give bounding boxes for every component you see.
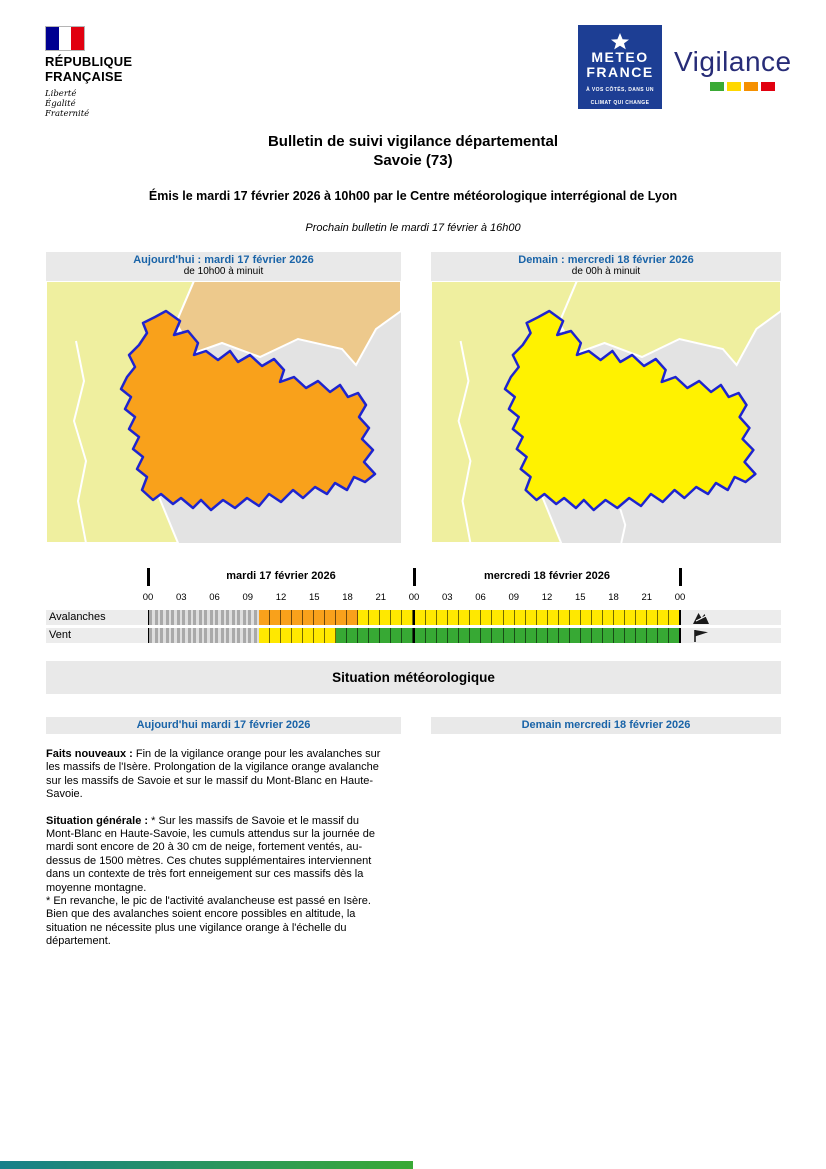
timeline-row-label: Avalanches — [49, 611, 106, 623]
motto-line: Liberté — [45, 89, 77, 99]
timeline-cell — [380, 610, 391, 625]
timeline-cell — [226, 610, 237, 625]
paragraph-label: Situation générale : — [46, 814, 149, 827]
hour-label: 03 — [175, 592, 187, 603]
hour-label: 15 — [308, 592, 320, 603]
timeline-row-label: Vent — [49, 629, 72, 641]
timeline-cell — [625, 628, 636, 643]
hour-label: 18 — [608, 592, 619, 603]
timeline-cell — [504, 610, 515, 625]
bulletin-title-line1: Bulletin de suivi vigilance départemental — [267, 133, 559, 150]
timeline-cell — [481, 610, 492, 625]
hour-label: 06 — [475, 592, 486, 603]
timeline-cell — [603, 610, 614, 625]
timeline-cell — [248, 610, 259, 625]
timeline-cell — [347, 628, 358, 643]
timeline-cell — [492, 610, 503, 625]
day-divider — [679, 568, 682, 586]
timeline-cell — [303, 610, 314, 625]
timeline-cell — [347, 610, 358, 625]
meteo-name-line2: FRANCE — [586, 64, 654, 80]
timeline-cell — [647, 628, 658, 643]
timeline-cell — [658, 610, 669, 625]
paragraph-text: * En revanche, le pic de l'activité avalancheuse est passé en Isère. Bien que des avalanches soient encore possibles en altitude, la situation ne nécessite plus une vigilance orange à l'échelle du département. — [46, 895, 371, 948]
timeline-cell — [570, 610, 581, 625]
wind-icon — [692, 628, 710, 648]
timeline-cell — [215, 610, 226, 625]
timeline-cell — [548, 628, 559, 643]
hour-label: 18 — [342, 592, 353, 603]
map-panel-today — [46, 252, 401, 543]
timeline-cell — [504, 628, 515, 643]
republique-line2: FRANÇAISE — [45, 68, 123, 84]
timeline-cell — [537, 628, 548, 643]
timeline-cell — [270, 610, 281, 625]
situation-today-header: Aujourd'hui mardi 17 février 2026 — [46, 717, 401, 734]
timeline-cell — [248, 628, 259, 643]
avalanche-icon — [692, 610, 710, 630]
timeline-cell — [369, 628, 380, 643]
map-panel-tomorrow-header — [431, 252, 781, 281]
situation-section-title: Situation météorologique — [46, 661, 781, 694]
hour-label: 06 — [209, 592, 220, 603]
map-panel-tomorrow-subtitle: de 00h à minuit — [571, 266, 641, 277]
timeline-cell — [237, 610, 248, 625]
paragraph-text: * Sur les massifs de Savoie et le massif du Mont-Blanc en Haute-Savoie, les cumuls attendus sur la journée de mardi sont encore de 20 à 30 cm de neige, fortement ventés, au-dessus de 1500 mètres. Ces chutes supplémentaires interviennent dans un contexte de très fort enneigement sur ces massifs dès la moyenne montagne. — [46, 814, 375, 894]
timeline-day-row — [148, 568, 680, 586]
vigilance-scale — [710, 82, 792, 91]
vigilance-scale-square — [761, 82, 775, 91]
timeline-cell — [369, 610, 380, 625]
timeline-cell — [204, 628, 215, 643]
timeline-cell — [402, 628, 413, 643]
timeline-cell — [358, 610, 369, 625]
timeline-cell — [537, 610, 548, 625]
timeline-cell — [182, 628, 193, 643]
timeline-day1-label: mardi 17 février 2026 — [226, 570, 336, 582]
timeline-cell — [160, 610, 171, 625]
timeline-cell — [658, 628, 669, 643]
timeline-cell — [182, 610, 193, 625]
meteo-tagline-line1: À VOS CÔTÉS, DANS UN — [586, 87, 654, 93]
timeline-cell — [325, 610, 336, 625]
hour-label: 15 — [574, 592, 586, 603]
hour-label: 21 — [375, 592, 387, 603]
hour-label: 00 — [674, 592, 686, 603]
timeline-row-avalanches — [46, 610, 781, 625]
next-bulletin-line: Prochain bulletin le mardi 17 février à 16h00 — [305, 222, 521, 234]
timeline-hours — [142, 592, 686, 604]
map-panel-tomorrow-title: Demain : mercredi 18 février 2026 — [518, 254, 694, 266]
timeline-cell — [270, 628, 281, 643]
timeline-cell — [193, 628, 204, 643]
day-divider — [413, 568, 416, 586]
timeline-cell — [437, 628, 448, 643]
meteo-france-symbol-icon — [578, 25, 662, 50]
timeline-cell — [336, 610, 347, 625]
timeline-cell — [515, 628, 526, 643]
meteo-tagline-line2: CLIMAT QUI CHANGE — [590, 100, 650, 106]
timeline-cell — [281, 628, 292, 643]
hour-label: 03 — [441, 592, 453, 603]
timeline-cell — [548, 610, 559, 625]
timeline-day2-label: mercredi 18 février 2026 — [484, 570, 610, 582]
timeline-cell — [292, 610, 303, 625]
map-tomorrow — [431, 281, 781, 543]
timeline-cell — [669, 628, 681, 643]
flag-white-stripe — [59, 27, 72, 50]
paragraph-text: Fin de la vigilance orange pour les avalanches sur les massifs de l'Isère. Prolongation de la vigilance orange avalanche sur les massifs de Savoie et sur le massif du Mont-Blanc en Haute-Savoie. — [46, 748, 381, 801]
footer-bar — [0, 1161, 413, 1169]
timeline-cell — [380, 628, 391, 643]
timeline-cell — [459, 610, 470, 625]
timeline-band-vent — [148, 628, 681, 643]
timeline-cell — [314, 610, 325, 625]
timeline-cell — [559, 628, 570, 643]
flag-blue-stripe — [46, 27, 59, 50]
timeline-cell — [481, 628, 492, 643]
timeline-cell — [391, 628, 402, 643]
hour-label: 21 — [641, 592, 653, 603]
timeline-cell — [592, 628, 603, 643]
hour-label: 12 — [275, 592, 287, 603]
map-today — [46, 281, 401, 543]
timeline-cell — [437, 610, 448, 625]
timeline-cell — [160, 628, 171, 643]
situation-tomorrow-header: Demain mercredi 18 février 2026 — [431, 717, 781, 734]
situation-today-text — [46, 748, 390, 949]
timeline-cell — [426, 628, 437, 643]
timeline-cell — [526, 610, 537, 625]
timeline-cell — [470, 628, 481, 643]
timeline-cell — [281, 610, 292, 625]
vigilance-scale-square — [710, 82, 724, 91]
vigilance-scale-square — [727, 82, 741, 91]
timeline-cell — [226, 628, 237, 643]
timeline-cell — [215, 628, 226, 643]
map-panel-today-subtitle: de 10h00 à minuit — [183, 266, 264, 277]
motto-line: Égalité — [45, 99, 76, 109]
timeline-band-avalanches — [148, 610, 681, 625]
timeline-cell — [149, 628, 160, 643]
timeline-cell — [581, 628, 592, 643]
timeline-cell — [636, 610, 647, 625]
hour-label: 00 — [408, 592, 420, 603]
timeline-cell — [625, 610, 636, 625]
issued-line: Émis le mardi 17 février 2026 à 10h00 par le Centre météorologique interrégional de Lyon — [148, 189, 678, 203]
timeline-cell — [470, 610, 481, 625]
timeline-cell — [448, 610, 459, 625]
french-flag-icon — [45, 26, 85, 51]
hour-label: 00 — [142, 592, 154, 603]
map-panel-today-header — [46, 252, 401, 281]
hour-label: 09 — [242, 592, 254, 603]
timeline-row-vent — [46, 628, 781, 643]
meteo-france-logo — [578, 25, 662, 109]
paragraph-faits-nouveaux — [46, 748, 390, 802]
timeline-cell — [426, 610, 437, 625]
timeline-cell — [647, 610, 658, 625]
timeline-cell — [402, 610, 413, 625]
vigilance-wordmark: Vigilance — [674, 46, 792, 77]
timeline-cell — [669, 610, 681, 625]
republique-francaise-logo — [45, 26, 132, 119]
hour-label: 09 — [508, 592, 520, 603]
timeline-cell — [459, 628, 470, 643]
timeline-cell — [193, 610, 204, 625]
timeline-cell — [171, 610, 182, 625]
timeline-cell — [336, 628, 347, 643]
day-divider — [147, 568, 150, 586]
map-panel-today-title: Aujourd'hui : mardi 17 février 2026 — [133, 254, 314, 266]
timeline-cell — [204, 610, 215, 625]
motto-line: Fraternité — [45, 109, 90, 119]
bulletin-title-line2: Savoie (73) — [373, 152, 453, 169]
meteo-name-line1: METEO — [591, 49, 649, 65]
timeline-cell — [171, 628, 182, 643]
timeline-cell — [325, 628, 336, 643]
timeline-cell — [636, 628, 647, 643]
timeline-cell — [391, 610, 402, 625]
timeline-cell — [448, 628, 459, 643]
timeline-cell — [303, 628, 314, 643]
timeline-cell — [592, 610, 603, 625]
paragraph-situation-generale — [46, 815, 390, 949]
flag-red-stripe — [71, 27, 84, 50]
timeline-cell — [237, 628, 248, 643]
timeline-cell — [570, 628, 581, 643]
vigilance-scale-square — [744, 82, 758, 91]
timeline-cell — [149, 610, 160, 625]
timeline-cell — [614, 628, 625, 643]
timeline-cell — [314, 628, 325, 643]
timeline-cell — [581, 610, 592, 625]
vigilance-logo — [674, 46, 792, 91]
timeline-cell — [413, 610, 426, 625]
timeline-cell — [259, 610, 270, 625]
timeline-cell — [603, 628, 614, 643]
timeline-cell — [358, 628, 369, 643]
timeline-cell — [614, 610, 625, 625]
map-panel-tomorrow — [431, 252, 781, 543]
motto — [45, 89, 132, 119]
timeline-cell — [292, 628, 303, 643]
paragraph-label: Faits nouveaux : — [46, 748, 133, 760]
timeline-cell — [559, 610, 570, 625]
timeline-cell — [259, 628, 270, 643]
timeline-cell — [526, 628, 537, 643]
timeline-cell — [515, 610, 526, 625]
timeline-cell — [413, 628, 426, 643]
hour-label: 12 — [541, 592, 553, 603]
timeline-cell — [492, 628, 503, 643]
republique-line1: RÉPUBLIQUE — [45, 54, 133, 69]
